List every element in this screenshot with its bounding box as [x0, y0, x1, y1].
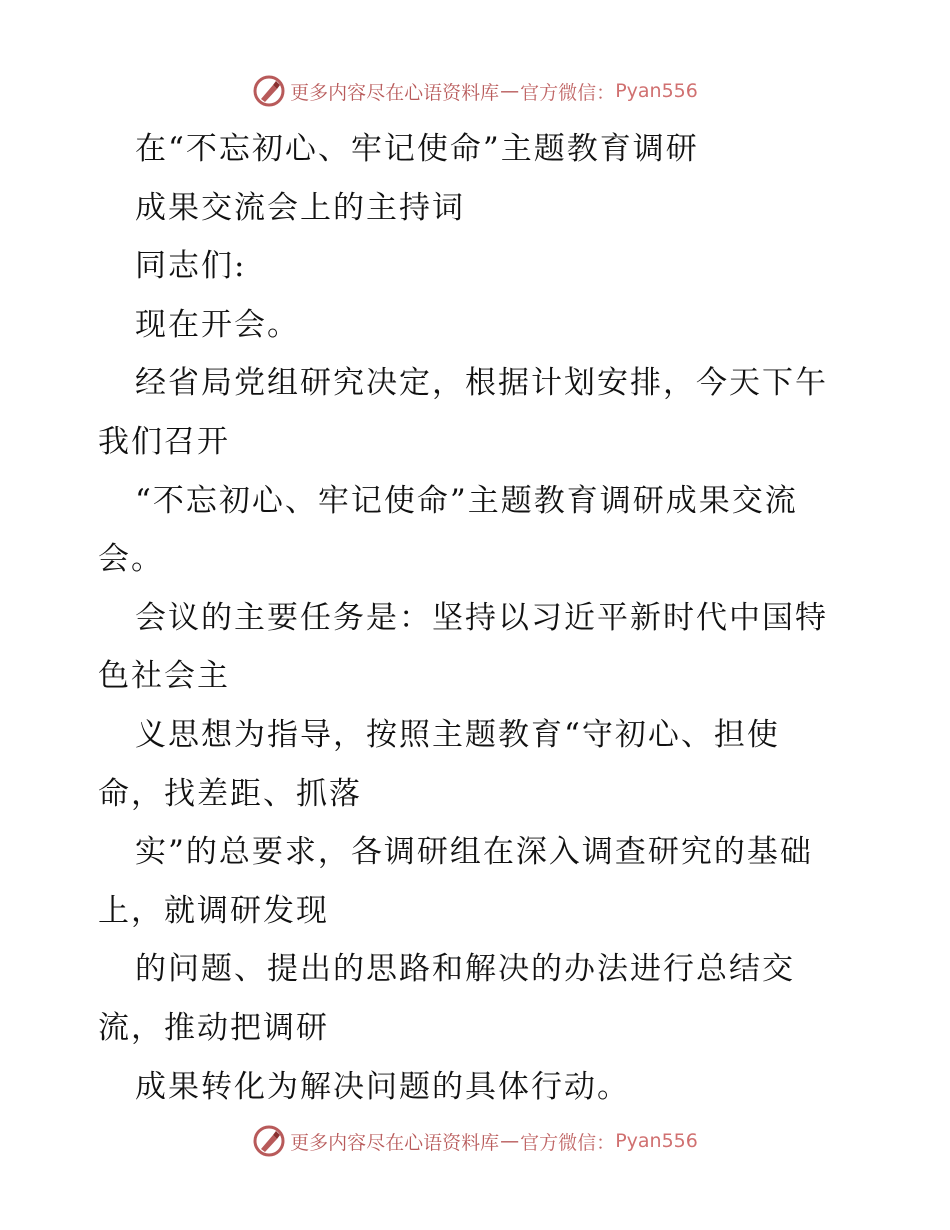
watermark-separator: —: [500, 80, 520, 102]
text-line: 流，推动把调研: [98, 1009, 329, 1046]
watermark-separator: —: [500, 1130, 520, 1152]
text-line: 色社会主: [98, 658, 230, 695]
text-line: 会议的主要任务是：坚持以习近平新时代中国特: [135, 599, 828, 636]
text-line: 会。: [98, 541, 164, 578]
watermark-contact-label: 官方微信：: [520, 1131, 616, 1154]
text-line: 同志们:: [135, 248, 247, 285]
footer-watermark: [0, 1121, 950, 1161]
text-line: 在“不忘初心、牢记使命”主题教育调研: [135, 131, 699, 167]
text-line: 我们召开: [98, 423, 230, 460]
pen-seal-icon: [252, 1124, 286, 1158]
text-line: 上，就调研发现: [98, 892, 329, 929]
text-line: 实”的总要求，各调研组在深入调查研究的基础: [135, 834, 813, 871]
watermark-contact-label: 官方微信：: [520, 81, 616, 104]
watermark-contact-id: Pyan556: [615, 80, 698, 102]
text-line: 成果转化为解决问题的具体行动。: [135, 1068, 630, 1105]
watermark-brand: 更多内容尽在心语资料库: [290, 1131, 500, 1154]
text-line: 命，找差距、抓落: [98, 775, 362, 812]
header-watermark: [0, 71, 950, 111]
text-line: 成果交流会上的主持词: [135, 189, 465, 226]
watermark-brand: 更多内容尽在心语资料库: [290, 81, 500, 104]
text-line: 现在开会。: [135, 306, 300, 343]
text-line: “不忘初心、牢记使命”主题教育调研成果交流: [135, 482, 798, 519]
text-line: 义思想为指导，按照主题教育“守初心、担使: [135, 716, 780, 753]
watermark-contact-id: Pyan556: [615, 1130, 698, 1152]
text-line: 经省局党组研究决定，根据计划安排，今天下午: [135, 365, 828, 402]
document-body: [98, 120, 858, 1116]
pen-seal-icon: [252, 74, 286, 108]
text-line: 的问题、提出的思路和解决的办法进行总结交: [135, 951, 795, 988]
